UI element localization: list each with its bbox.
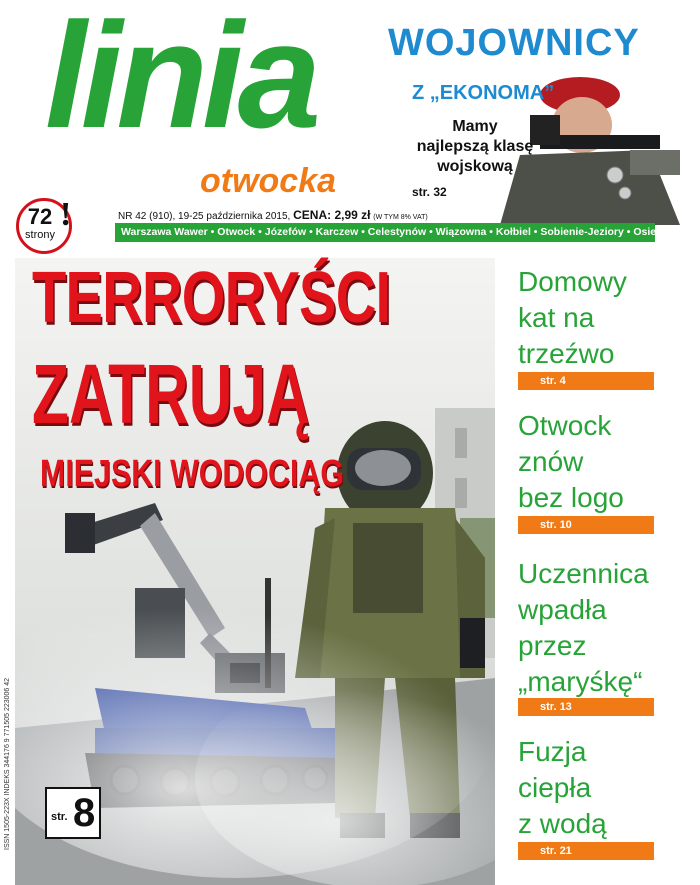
town-name: Otwock (217, 226, 256, 238)
town-name: Celestynów (367, 226, 427, 238)
story-title-line: wpadła (518, 594, 607, 625)
exclamation-icon: ! (60, 196, 72, 233)
town-separator: • (623, 226, 634, 238)
issue-vat: (W TYM 8% VAT) (373, 214, 428, 221)
story-title-line: znów (518, 446, 584, 477)
teaser-desc-line: najlepszą klasę (416, 138, 534, 155)
teaser-desc-line: Mamy (452, 118, 498, 135)
story-page-bar: str. 21 (518, 842, 654, 860)
story-title-line: bez logo (518, 482, 624, 513)
issue-info (118, 208, 428, 222)
page-count-label: strony (25, 229, 55, 241)
magazine-sublogo: otwocka (200, 162, 337, 200)
main-story-page-number: 8 (73, 791, 96, 835)
teaser-title: WOJOWNICY (388, 22, 640, 64)
magazine-logo: linia (45, 0, 316, 159)
issn-text: ISSN 1505-223X INDEKS 344176 (4, 744, 11, 850)
main-story-page-label: str. (51, 811, 68, 823)
story-title-line: przez (518, 630, 587, 661)
teaser-description (400, 117, 550, 177)
story-title (518, 408, 624, 516)
story-title (518, 264, 627, 372)
story-title-line: z wodą (518, 808, 607, 839)
towns-bar (115, 223, 668, 242)
story-title-line: Otwock (518, 410, 612, 441)
town-separator: • (358, 226, 368, 238)
story-page-bar: str. 10 (518, 516, 654, 534)
page-count-number: 72 (27, 204, 53, 229)
main-headline-line1: TERRORYŚCI (32, 258, 391, 338)
issue-number-date: NR 42 (910), 19-25 października 2015, (118, 211, 291, 222)
town-name: Osieck (633, 226, 668, 238)
town-separator: • (486, 226, 496, 238)
story-title-line: Domowy (518, 266, 627, 297)
story-title (518, 556, 649, 700)
town-name: Józefów (264, 226, 307, 238)
barcode-number: 9 771505 223006 42 (4, 677, 11, 743)
town-name: Kołbiel (495, 226, 531, 238)
town-separator: • (207, 226, 218, 238)
teaser-desc-line: wojskową (437, 158, 513, 175)
issue-price: CENA: 2,99 zł (293, 208, 371, 222)
town-separator: • (306, 226, 316, 238)
main-headline-line3: MIEJSKI WODOCIĄG (40, 453, 345, 495)
town-name: Karczew (315, 226, 359, 238)
story-title-line: trzeźwo (518, 338, 615, 369)
story-title-line: ciepła (518, 772, 592, 803)
story-page-bar: str. 13 (518, 698, 654, 716)
story-title-line: kat na (518, 302, 595, 333)
town-separator: • (255, 226, 265, 238)
barcode-text (4, 640, 18, 850)
story-title (518, 734, 607, 842)
town-separator: • (530, 226, 541, 238)
story-title-line: „maryśkę“ (518, 666, 643, 697)
town-separator: • (426, 226, 436, 238)
main-story-page-badge (45, 787, 101, 839)
story-page-bar: str. 4 (518, 372, 654, 390)
town-name: Sobienie-Jeziory (540, 226, 624, 238)
town-name: Warszawa Wawer (121, 226, 208, 238)
town-name: Wiązowna (435, 226, 487, 238)
story-title-line: Uczennica (518, 558, 649, 589)
main-headline-line2: ZATRUJĄ (32, 347, 310, 441)
story-title-line: Fuzja (518, 736, 587, 767)
teaser-page-ref: str. 32 (412, 185, 447, 199)
teaser-subtitle: Z „EKONOMA” (412, 82, 555, 104)
